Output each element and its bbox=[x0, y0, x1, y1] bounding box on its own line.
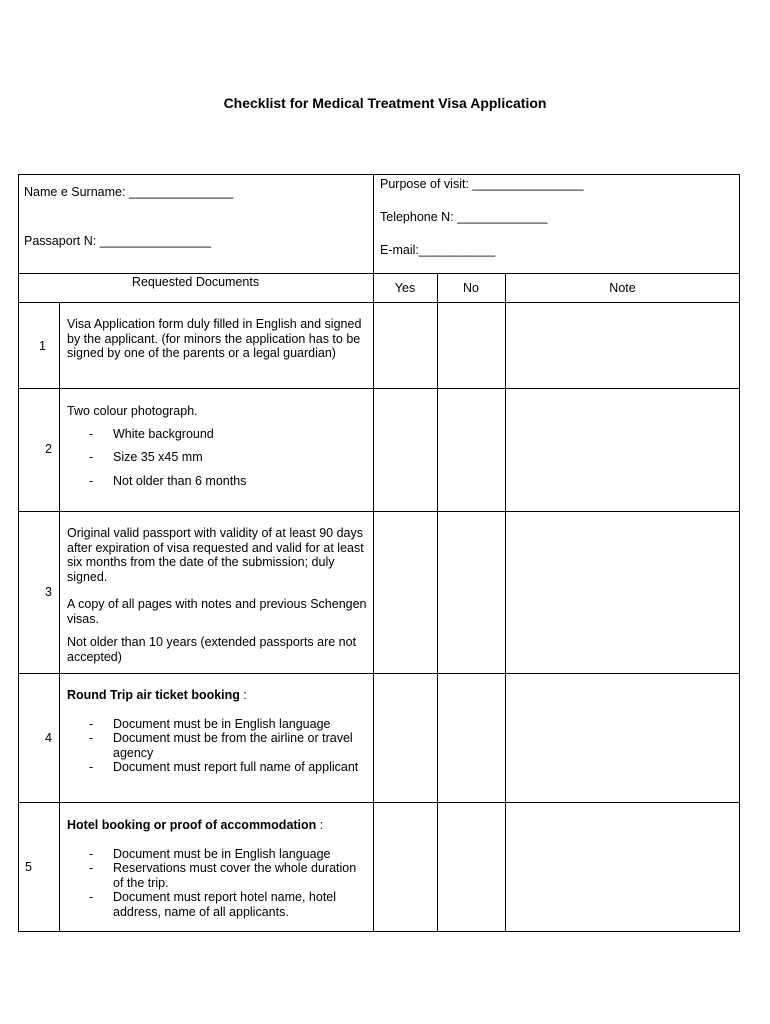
list-item: - Reservations must cover the whole duration of the trip. bbox=[67, 861, 367, 890]
row-number: 5 bbox=[25, 860, 32, 874]
list-item: - Document must be in English language bbox=[67, 847, 367, 862]
hotel-heading-suffix: : bbox=[316, 818, 324, 832]
page-title: Checklist for Medical Treatment Visa Application bbox=[223, 95, 547, 111]
passport-copies-requirement: A copy of all pages with notes and previous Schengen visas. bbox=[67, 597, 367, 626]
row-number: 2 bbox=[45, 442, 52, 456]
no-column-left-line bbox=[437, 273, 438, 932]
ticket-requirements-list bbox=[67, 717, 367, 775]
list-item: - Document must be from the airline or travel agency bbox=[67, 731, 367, 760]
row-number: 4 bbox=[45, 731, 52, 745]
passport-requirement: Original valid passport with validity of at least 90 days after expiration of visa requested and valid for at least six months from the date of the submission; duly signed. bbox=[67, 526, 364, 584]
column-header-no: No bbox=[463, 281, 479, 295]
row-number: 3 bbox=[45, 585, 52, 599]
ticket-heading-bold: Round Trip air ticket booking bbox=[67, 688, 240, 702]
header-bottom-line bbox=[18, 273, 740, 274]
number-column-line bbox=[59, 302, 60, 932]
note-column-left-line bbox=[505, 273, 506, 932]
row-separator bbox=[18, 673, 740, 674]
column-header-requested-documents: Requested Documents bbox=[131, 275, 260, 289]
telephone-field[interactable]: Telephone N: _____________ bbox=[380, 210, 548, 224]
row-2-description bbox=[67, 404, 363, 497]
email-field[interactable]: E-mail:___________ bbox=[380, 243, 496, 257]
name-surname-field[interactable]: Name e Surname: _______________ bbox=[24, 185, 234, 199]
list-item: - Size 35 x45 mm bbox=[67, 450, 363, 465]
row-separator bbox=[18, 388, 740, 389]
row-separator bbox=[18, 511, 740, 512]
photo-requirements-list bbox=[67, 427, 363, 489]
ticket-heading bbox=[67, 688, 367, 703]
row-3-description bbox=[67, 526, 367, 664]
ticket-heading-suffix: : bbox=[239, 688, 247, 702]
column-header-note: Note bbox=[609, 281, 636, 295]
row-1-description: Visa Application form duly filled in English and signed by the applicant. (for minors the application has to be signed by one of the parents or a legal guardian) bbox=[67, 317, 362, 360]
hotel-heading-bold: Hotel booking or proof of accommodation bbox=[67, 818, 317, 832]
passport-age-requirement: Not older than 10 years (extended passports are not accepted) bbox=[67, 635, 357, 664]
list-item: - Document must report hotel name, hotel address, name of all applicants. bbox=[67, 890, 367, 919]
hotel-heading bbox=[67, 818, 367, 833]
list-item: - Document must be in English language bbox=[67, 717, 367, 732]
passport-number-field[interactable]: Passaport N: ________________ bbox=[24, 234, 211, 248]
row-5-description bbox=[67, 818, 367, 919]
list-item: - White background bbox=[67, 427, 363, 442]
yes-column-left-line bbox=[373, 273, 374, 932]
row-4-description bbox=[67, 688, 367, 775]
list-item: - Document must report full name of applicant bbox=[67, 760, 367, 775]
column-header-bottom-line bbox=[18, 302, 740, 303]
header-divider bbox=[373, 174, 374, 274]
purpose-of-visit-field[interactable]: Purpose of visit: ________________ bbox=[380, 177, 584, 191]
column-header-yes: Yes bbox=[394, 281, 416, 295]
row-separator bbox=[18, 802, 740, 803]
list-item: - Not older than 6 months bbox=[67, 474, 363, 489]
photo-intro: Two colour photograph. bbox=[67, 404, 198, 418]
row-number: 1 bbox=[39, 339, 46, 353]
hotel-requirements-list bbox=[67, 847, 367, 920]
